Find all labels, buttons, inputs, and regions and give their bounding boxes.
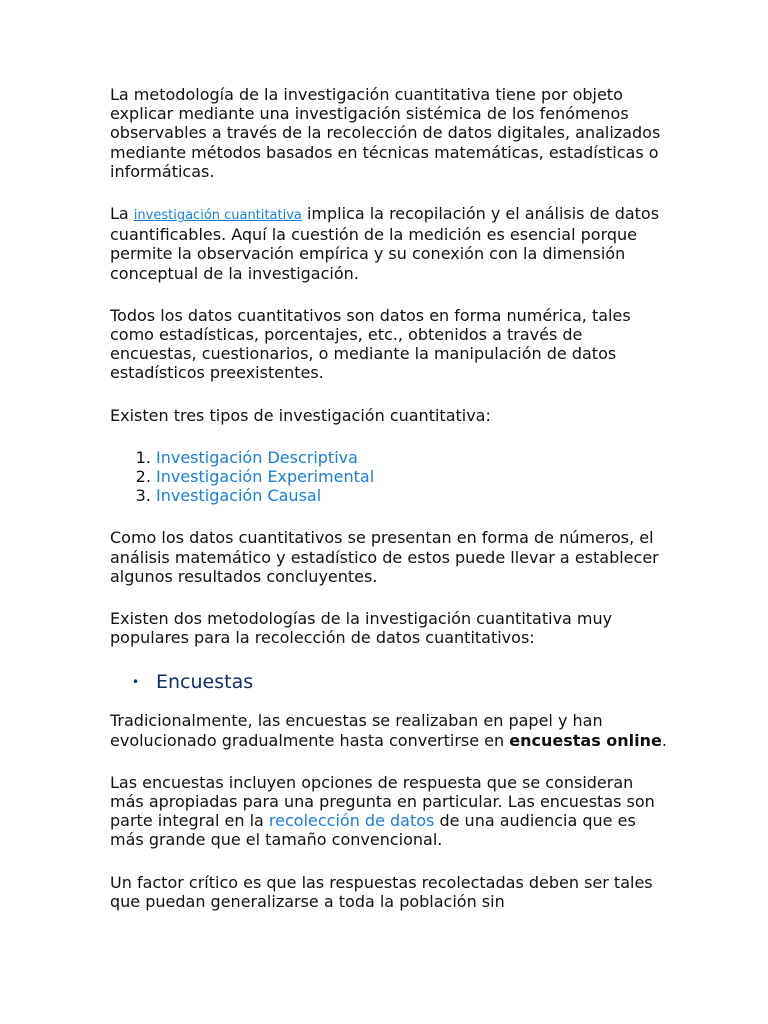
paragraph-types-intro: Existen tres tipos de investigación cuantitativa:	[110, 405, 491, 425]
list-item	[156, 467, 670, 486]
list-item	[156, 486, 670, 505]
section-heading-encuestas: Encuestas	[156, 671, 254, 694]
list-item	[132, 670, 670, 694]
bold-encuestas-online: encuestas online	[509, 730, 662, 750]
types-list	[110, 448, 670, 506]
definition-prefix: La	[110, 204, 134, 224]
methods-list	[110, 670, 670, 694]
bullet-icon: •	[132, 675, 140, 690]
link-investigacion-descriptiva[interactable]: Investigación Descriptiva	[156, 447, 358, 467]
surveys-options-end: de una audiencia que es más grande que el tamaño convencional.	[110, 811, 636, 850]
surveys-options-text: Las encuestas incluyen opciones de respuesta que se consideran más apropiadas para una pregunta en particular. Las encuestas son parte integral en la	[110, 772, 655, 831]
paragraph-numeric-data: Todos los datos cuantitativos son datos en forma numérica, tales como estadísticas, porcentajes, etc., obtenidos a través de encuestas, cuestionarios, o mediante la manipulación de datos estadísticos preexistentes.	[110, 305, 631, 383]
paragraph-critical-factor: Un factor crítico es que las respuestas recolectadas deben ser tales que puedan generalizarse a toda la población sin	[110, 872, 653, 911]
paragraph-methodologies: Existen dos metodologías de la investigación cuantitativa muy populares para la recolección de datos cuantitativos:	[110, 609, 613, 648]
link-investigacion-cuantitativa[interactable]: investigación cuantitativa	[133, 208, 302, 224]
link-investigacion-causal[interactable]: Investigación Causal	[156, 486, 322, 506]
definition-text: implica la recopilación y el análisis de datos cuantificables. Aquí la cuestión de la medición es esencial porque permite la observación empírica y su conexión con la dimensión conceptual de la investigación.	[110, 204, 660, 283]
paragraph-definition	[110, 204, 670, 283]
paragraph-intro: La metodología de la investigación cuantitativa tiene por objeto explicar mediante una investigación sistémica de los fenómenos observables a través de la recolección de datos digitales, analizados mediante métodos basados en técnicas matemáticas, estadísticas o informáticas.	[110, 85, 661, 181]
paragraph-surveys-options	[110, 773, 670, 850]
document-body	[110, 85, 670, 934]
paragraph-surveys-history	[110, 711, 670, 749]
link-recoleccion-de-datos[interactable]: recolección de datos	[268, 811, 435, 831]
list-item	[156, 448, 670, 467]
paragraph-analysis: Como los datos cuantitativos se presentan en forma de números, el análisis matemático y estadístico de estos puede llevar a establecer algunos resultados concluyentes.	[110, 528, 659, 586]
surveys-history-end: .	[661, 730, 667, 750]
link-investigacion-experimental[interactable]: Investigación Experimental	[156, 467, 375, 487]
surveys-history-text: Tradicionalmente, las encuestas se realizaban en papel y han evolucionado gradualmente hasta convertirse en	[110, 711, 603, 750]
